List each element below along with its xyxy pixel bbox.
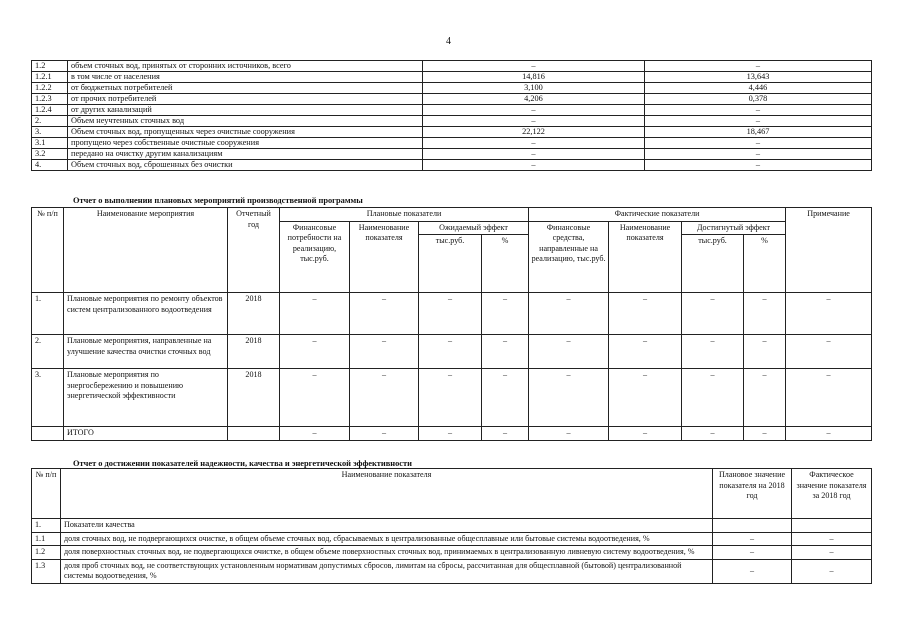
table-row	[32, 369, 872, 427]
table-row	[32, 94, 872, 105]
row-value-actual: 13,643	[645, 72, 872, 83]
measure-value: –	[682, 427, 744, 441]
header-expected-pct: %	[482, 235, 529, 293]
measure-number: 2.	[32, 335, 64, 369]
indicator-name: доля поверхностных сточных вод, не подвергающихся очистке, в общем объеме поверхностных сточных вод, принимаемых в централизованную ливневую систему водоотведения, %	[61, 546, 713, 560]
measure-value: –	[482, 293, 529, 335]
indicator-planned: –	[713, 532, 792, 546]
measure-value: –	[529, 335, 609, 369]
measure-value: –	[482, 427, 529, 441]
indicator-name: доля сточных вод, не подвергающихся очистке, в общем объеме сточных вод, сбрасываемых в централизованные общесплавные или бытовые системы водоотведения, %	[61, 532, 713, 546]
header-fact-fin: Финансовые средства, направленные на реализацию, тыс.руб.	[529, 221, 609, 293]
row-value-planned: –	[423, 149, 645, 160]
row-name: передано на очистку другим канализациям	[68, 149, 423, 160]
measure-value: –	[609, 335, 682, 369]
measure-value: –	[482, 369, 529, 427]
header-expected-effect: Ожидаемый эффект	[419, 221, 529, 235]
measure-number	[32, 427, 64, 441]
table-row	[32, 116, 872, 127]
measure-number: 3.	[32, 369, 64, 427]
measure-year	[228, 427, 280, 441]
indicator-name: доля проб сточных вод, не соответствующих установленным нормативам допустимых сбросов, лимитам на сбросы, рассчитанная для общесплавной (бытовой) централизованной системы водоотведения, %	[61, 559, 713, 583]
row-value-actual: 18,467	[645, 127, 872, 138]
measure-name: ИТОГО	[64, 427, 228, 441]
measure-value: –	[682, 369, 744, 427]
row-name: Объем неучтенных сточных вод	[68, 116, 423, 127]
row-value-actual: 4,446	[645, 83, 872, 94]
measure-value: –	[529, 293, 609, 335]
header-actual: Фактические показатели	[529, 208, 786, 222]
table-row	[32, 138, 872, 149]
header-num: № п/п	[32, 208, 64, 293]
row-number: 4.	[32, 160, 68, 171]
measure-value: –	[280, 427, 350, 441]
table-row	[32, 160, 872, 171]
measure-value: –	[609, 369, 682, 427]
measure-value: –	[280, 335, 350, 369]
row-number: 1.2.4	[32, 105, 68, 116]
table-row	[32, 72, 872, 83]
indicator-name: Показатели качества	[61, 519, 713, 533]
table-row	[32, 532, 872, 546]
measure-value: –	[786, 427, 872, 441]
row-value-actual: –	[645, 116, 872, 127]
indicator-number: 1.3	[32, 559, 61, 583]
row-value-planned: 14,816	[423, 72, 645, 83]
indicator-planned	[713, 519, 792, 533]
table-row	[32, 559, 872, 583]
row-number: 1.2	[32, 61, 68, 72]
header-measure-name: Наименование мероприятия	[64, 208, 228, 293]
header-achieved-effect: Достигнутый эффект	[682, 221, 786, 235]
measure-value: –	[609, 427, 682, 441]
header-indicator-actual: Фактическое значение показателя за 2018 год	[792, 469, 872, 519]
row-name: пропущено через собственные очистные сооружения	[68, 138, 423, 149]
measure-value: –	[419, 369, 482, 427]
measure-value: –	[682, 293, 744, 335]
row-value-planned: 3,100	[423, 83, 645, 94]
row-value-planned: –	[423, 105, 645, 116]
indicator-actual	[792, 519, 872, 533]
measure-value: –	[280, 369, 350, 427]
table-row	[32, 519, 872, 533]
measure-value: –	[744, 369, 786, 427]
row-value-actual: –	[645, 160, 872, 171]
header-indicator-name: Наименование показателя	[61, 469, 713, 519]
row-value-actual: –	[645, 61, 872, 72]
measure-value: –	[529, 369, 609, 427]
table-row	[32, 427, 872, 441]
measure-value: –	[744, 427, 786, 441]
table-row	[32, 83, 872, 94]
measure-year: 2018	[228, 293, 280, 335]
header-expected-rub: тыс.руб.	[419, 235, 482, 293]
header-note: Примечание	[786, 208, 872, 293]
measure-value: –	[419, 335, 482, 369]
row-value-planned: –	[423, 138, 645, 149]
measure-year: 2018	[228, 369, 280, 427]
measure-value: –	[350, 369, 419, 427]
table-row	[32, 546, 872, 560]
row-name: объем сточных вод, принятых от сторонних источников, всего	[68, 61, 423, 72]
header-indicator-planned: Плановое значение показателя на 2018 год	[713, 469, 792, 519]
table-row	[32, 293, 872, 335]
measure-value: –	[280, 293, 350, 335]
row-value-planned: –	[423, 61, 645, 72]
measure-value: –	[744, 293, 786, 335]
measure-value: –	[786, 335, 872, 369]
row-name: от бюджетных потребителей	[68, 83, 423, 94]
row-number: 3.2	[32, 149, 68, 160]
page-number: 4	[446, 36, 451, 47]
row-value-planned: –	[423, 160, 645, 171]
row-name: от других канализаций	[68, 105, 423, 116]
measure-value: –	[609, 293, 682, 335]
row-number: 3.1	[32, 138, 68, 149]
header-fact-indicator: Наименование показателя	[609, 221, 682, 293]
row-value-actual: –	[645, 149, 872, 160]
row-value-planned: 22,122	[423, 127, 645, 138]
header-plan-fin: Финансовые потребности на реализацию, тыс.руб.	[280, 221, 350, 293]
indicator-number: 1.1	[32, 532, 61, 546]
measure-number: 1.	[32, 293, 64, 335]
header-plan-indicator: Наименование показателя	[350, 221, 419, 293]
measure-value: –	[744, 335, 786, 369]
measure-value: –	[419, 293, 482, 335]
table-row	[32, 105, 872, 116]
measure-year: 2018	[228, 335, 280, 369]
header-achieved-rub: тыс.руб.	[682, 235, 744, 293]
row-number: 1.2.2	[32, 83, 68, 94]
row-number: 2.	[32, 116, 68, 127]
indicator-actual: –	[792, 532, 872, 546]
table-row	[32, 335, 872, 369]
table-row	[32, 61, 872, 72]
row-number: 3.	[32, 127, 68, 138]
measure-value: –	[350, 335, 419, 369]
indicators-table	[31, 468, 872, 584]
row-value-planned: 4,206	[423, 94, 645, 105]
measure-value: –	[786, 369, 872, 427]
row-value-actual: –	[645, 138, 872, 149]
indicator-actual: –	[792, 559, 872, 583]
header-indicator-num: № п/п	[32, 469, 61, 519]
measure-value: –	[482, 335, 529, 369]
indicator-planned: –	[713, 559, 792, 583]
measure-value: –	[419, 427, 482, 441]
measure-value: –	[786, 293, 872, 335]
measure-value: –	[682, 335, 744, 369]
table-row	[32, 149, 872, 160]
row-value-actual: 0,378	[645, 94, 872, 105]
row-name: Объем сточных вод, пропущенных через очистные сооружения	[68, 127, 423, 138]
program-measures-table	[31, 207, 872, 441]
measure-value: –	[529, 427, 609, 441]
indicator-planned: –	[713, 546, 792, 560]
measure-name: Плановые мероприятия по ремонту объектов систем централизованного водоотведения	[64, 293, 228, 335]
measure-name: Плановые мероприятия, направленные на улучшение качества очистки сточных вод	[64, 335, 228, 369]
row-value-actual: –	[645, 105, 872, 116]
row-number: 1.2.3	[32, 94, 68, 105]
indicator-number: 1.	[32, 519, 61, 533]
header-report-year: Отчетный год	[228, 208, 280, 293]
measure-value: –	[350, 293, 419, 335]
measure-name: Плановые мероприятия по энергосбережению и повышению энергетической эффективности	[64, 369, 228, 427]
row-name: от прочих потребителей	[68, 94, 423, 105]
section-title-program-report: Отчет о выполнении плановых мероприятий производственной программы	[73, 196, 363, 205]
wastewater-volume-table	[31, 60, 872, 171]
row-name: Объем сточных вод, сброшенных без очистки	[68, 160, 423, 171]
row-number: 1.2.1	[32, 72, 68, 83]
header-achieved-pct: %	[744, 235, 786, 293]
table-row	[32, 127, 872, 138]
section-title-indicators-report: Отчет о достижении показателей надежности, качества и энергетической эффективности	[73, 459, 412, 468]
row-name: в том числе от населения	[68, 72, 423, 83]
indicator-number: 1.2	[32, 546, 61, 560]
row-value-planned: –	[423, 116, 645, 127]
measure-value: –	[350, 427, 419, 441]
header-planned: Плановые показатели	[280, 208, 529, 222]
indicator-actual: –	[792, 546, 872, 560]
